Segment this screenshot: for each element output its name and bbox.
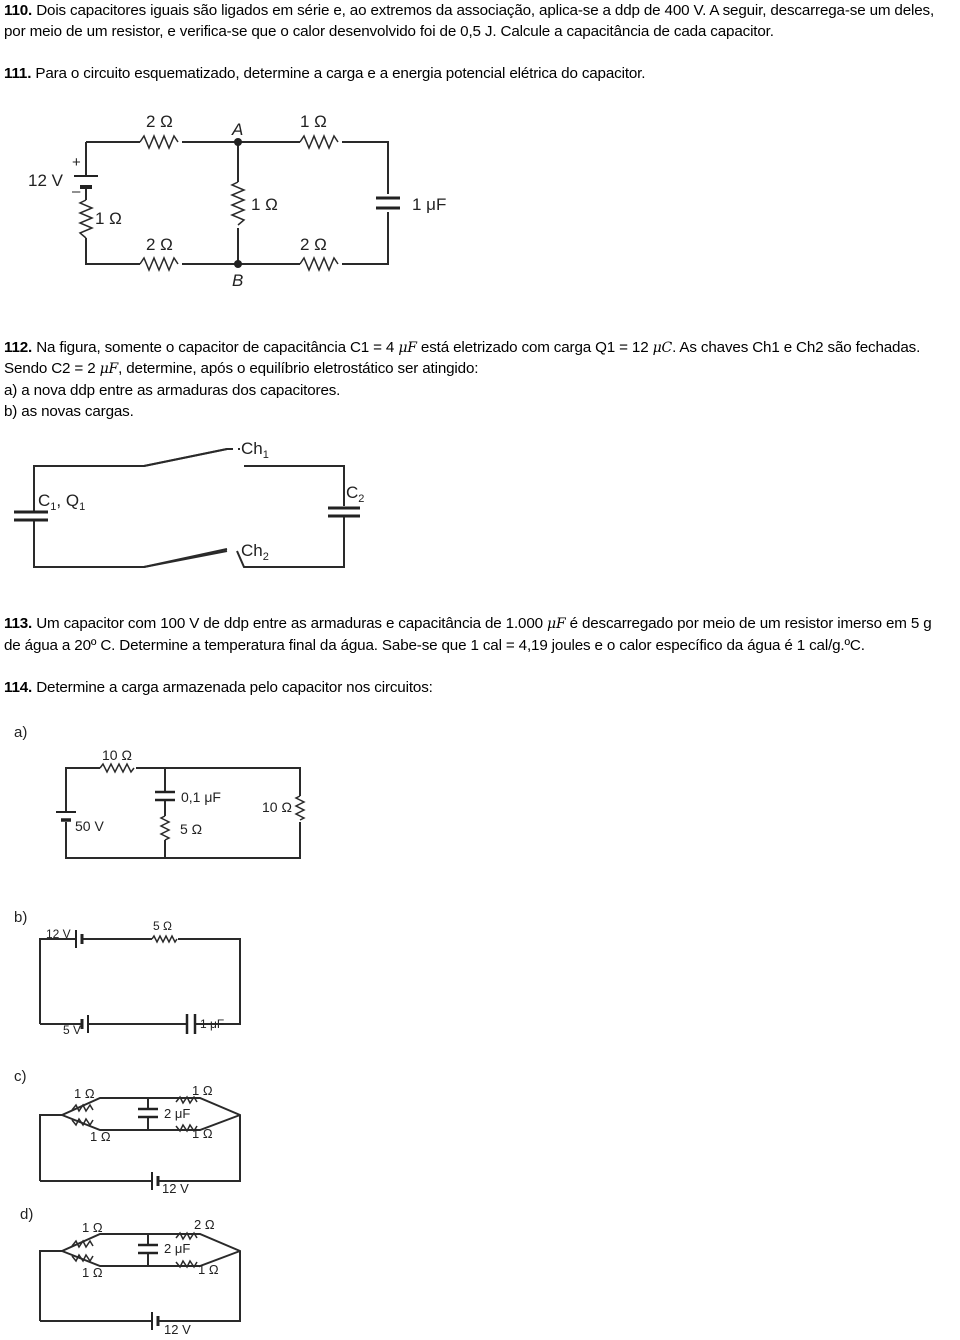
resistor-2ohm-top [140, 136, 178, 148]
label-q1-sub: 1 [79, 501, 86, 513]
label-c-r-tl: 1 Ω [74, 1086, 95, 1101]
label-b-battery-bottom: 5 V [63, 1023, 82, 1037]
label-a-battery: 50 V [75, 818, 104, 834]
q113-number: 113. [4, 615, 33, 632]
label-r-top-right: 1 Ω [300, 112, 327, 131]
q113-line2: de água a 20º C. Determine a temperatura final da água. Sabe-se que 1 cal = 4,19 joules e o calor específico da água é 1 cal/g.ºC. [4, 637, 865, 654]
label-ch1: Ch [241, 439, 263, 458]
label-a: a) [14, 724, 28, 741]
svg-text:Ch1 [241, 439, 269, 461]
label-d-r-br: 1 Ω [198, 1262, 219, 1277]
label-c1: C [38, 491, 51, 510]
label-ch2-sub: 2 [262, 551, 269, 563]
q112-text-e: . As chaves Ch1 e Ch2 são fechadas. [672, 339, 921, 356]
label-ch2: Ch [241, 541, 263, 560]
label-battery-12v: 12 V [28, 171, 63, 190]
label-d-r-bl: 1 Ω [82, 1265, 103, 1280]
q114-text: Determine a carga armazenada pelo capacitor nos circuitos: [36, 679, 433, 696]
label-c-r-br: 1 Ω [192, 1126, 213, 1141]
label-capacitor: 1 μF [412, 195, 447, 214]
label-b-cap: 1 μF [200, 1017, 225, 1031]
resistor-10ohm-right [296, 796, 304, 820]
label-d-cap: 2 μF [164, 1241, 191, 1256]
q112-item-b: b) as novas cargas. [4, 403, 134, 420]
resistor-br [176, 1261, 197, 1267]
q114-circuit-a [14, 724, 304, 858]
svg-text:C1, Q1: $C_1$, $Q_1$ [38, 491, 86, 513]
unit-muF: μF [99, 361, 119, 377]
resistor-tr [176, 1233, 197, 1239]
q112-number: 112. [4, 339, 33, 356]
q110-line2: por meio de um resistor, e verifica-se que o calor desenvolvido foi de 0,5 J. Calcule a capacitância de cada capacitor. [4, 23, 774, 40]
switch-ch2-blade [144, 549, 227, 567]
unit-muF: μF [547, 616, 566, 632]
resistor-5ohm-top [152, 936, 177, 942]
resistor-2ohm-bottom [140, 258, 178, 270]
label-r-bottom-right: 2 Ω [300, 235, 327, 254]
q110-number: 110. [4, 2, 33, 19]
unit-muF: μF [398, 340, 417, 356]
node-b-dot [234, 260, 242, 268]
label-r-top-left: 2 Ω [146, 112, 173, 131]
q111-number: 111. [4, 65, 32, 82]
label-b-battery-top: 12 V [46, 927, 71, 941]
resistor-1ohm-left [80, 200, 92, 238]
q112-l2a: Sendo C2 = 2 [4, 360, 100, 377]
label-c1-sub: 1 [50, 501, 57, 513]
label-a-r-right: 10 Ω [262, 799, 292, 815]
q111-circuit [28, 112, 446, 290]
q111-text: Para o circuito esquematizado, determine a carga e a energia potencial elétrica do capacitor. [35, 65, 646, 82]
q112-l2c: , determine, após o equilíbrio eletrostático ser atingido: [118, 360, 479, 377]
label-r-left: 1 Ω [95, 209, 122, 228]
q112-text-c: está eletrizado com carga Q1 = 12 [416, 339, 653, 356]
label-q1: Q [65, 491, 80, 510]
resistor-5ohm [161, 816, 169, 840]
label-c2-sub: 2 [358, 493, 365, 505]
q112-item-a: a) a nova ddp entre as armaduras dos capacitores. [4, 382, 341, 399]
node-a-dot [234, 138, 242, 146]
label-plus: + [72, 154, 81, 171]
q113-l1c: é descarregado por meio de um resistor imerso em 5 g [565, 615, 932, 632]
q114-number: 114. [4, 679, 33, 696]
label-b-r-top: 5 Ω [153, 919, 172, 933]
label-c-r-bl: 1 Ω [90, 1129, 111, 1144]
label-ch1-sub: 1 [262, 449, 269, 461]
q112-circuit [14, 439, 364, 567]
q110-text: Dois capacitores iguais são ligados em série e, ao extremos da associação, aplica-se a ddp de 400 V. A seguir, descarrega-se um deles, [36, 2, 935, 19]
q114-circuit-c [14, 1068, 240, 1196]
q113-l1a: Um capacitor com 100 V de ddp entre as armaduras e capacitância de 1.000 [36, 615, 547, 632]
label-r-mid: 1 Ω [251, 195, 278, 214]
label-d-battery: 12 V [164, 1322, 191, 1337]
label-c-cap: 2 μF [164, 1106, 191, 1121]
q114-circuit-d [20, 1206, 240, 1337]
svg-text:C2 [346, 483, 364, 505]
resistor-1ohm-top [300, 136, 338, 148]
label-node-b: B [232, 271, 244, 290]
label-d: d) [20, 1206, 34, 1223]
q114-circuit-b [14, 909, 240, 1037]
label-d-r-tr: 2 Ω [194, 1217, 215, 1232]
resistor-10ohm-top [100, 764, 134, 772]
resistor-1ohm-middle [232, 182, 244, 225]
q112-text-a: Na figura, somente o capacitor de capacitância C1 = 4 [36, 339, 399, 356]
unit-muC: μC [652, 340, 673, 356]
label-a-r-mid: 5 Ω [180, 821, 203, 837]
label-d-r-tl: 1 Ω [82, 1220, 103, 1235]
label-minus: – [72, 183, 81, 200]
label-a-cap: 0,1 μF [181, 789, 221, 805]
label-c-battery: 12 V [162, 1181, 189, 1196]
label-c2: C [346, 483, 359, 502]
resistor-2ohm-bottom-right [300, 258, 338, 270]
label-b: b) [14, 909, 28, 926]
label-node-a: A [232, 120, 244, 139]
label-c: c) [14, 1068, 27, 1085]
svg-text:Ch2 [241, 541, 269, 563]
switch-ch1-blade [144, 449, 227, 466]
label-r-bottom-left: 2 Ω [146, 235, 173, 254]
label-c-r-tr: 1 Ω [192, 1083, 213, 1098]
label-a-r-top: 10 Ω [102, 747, 132, 763]
